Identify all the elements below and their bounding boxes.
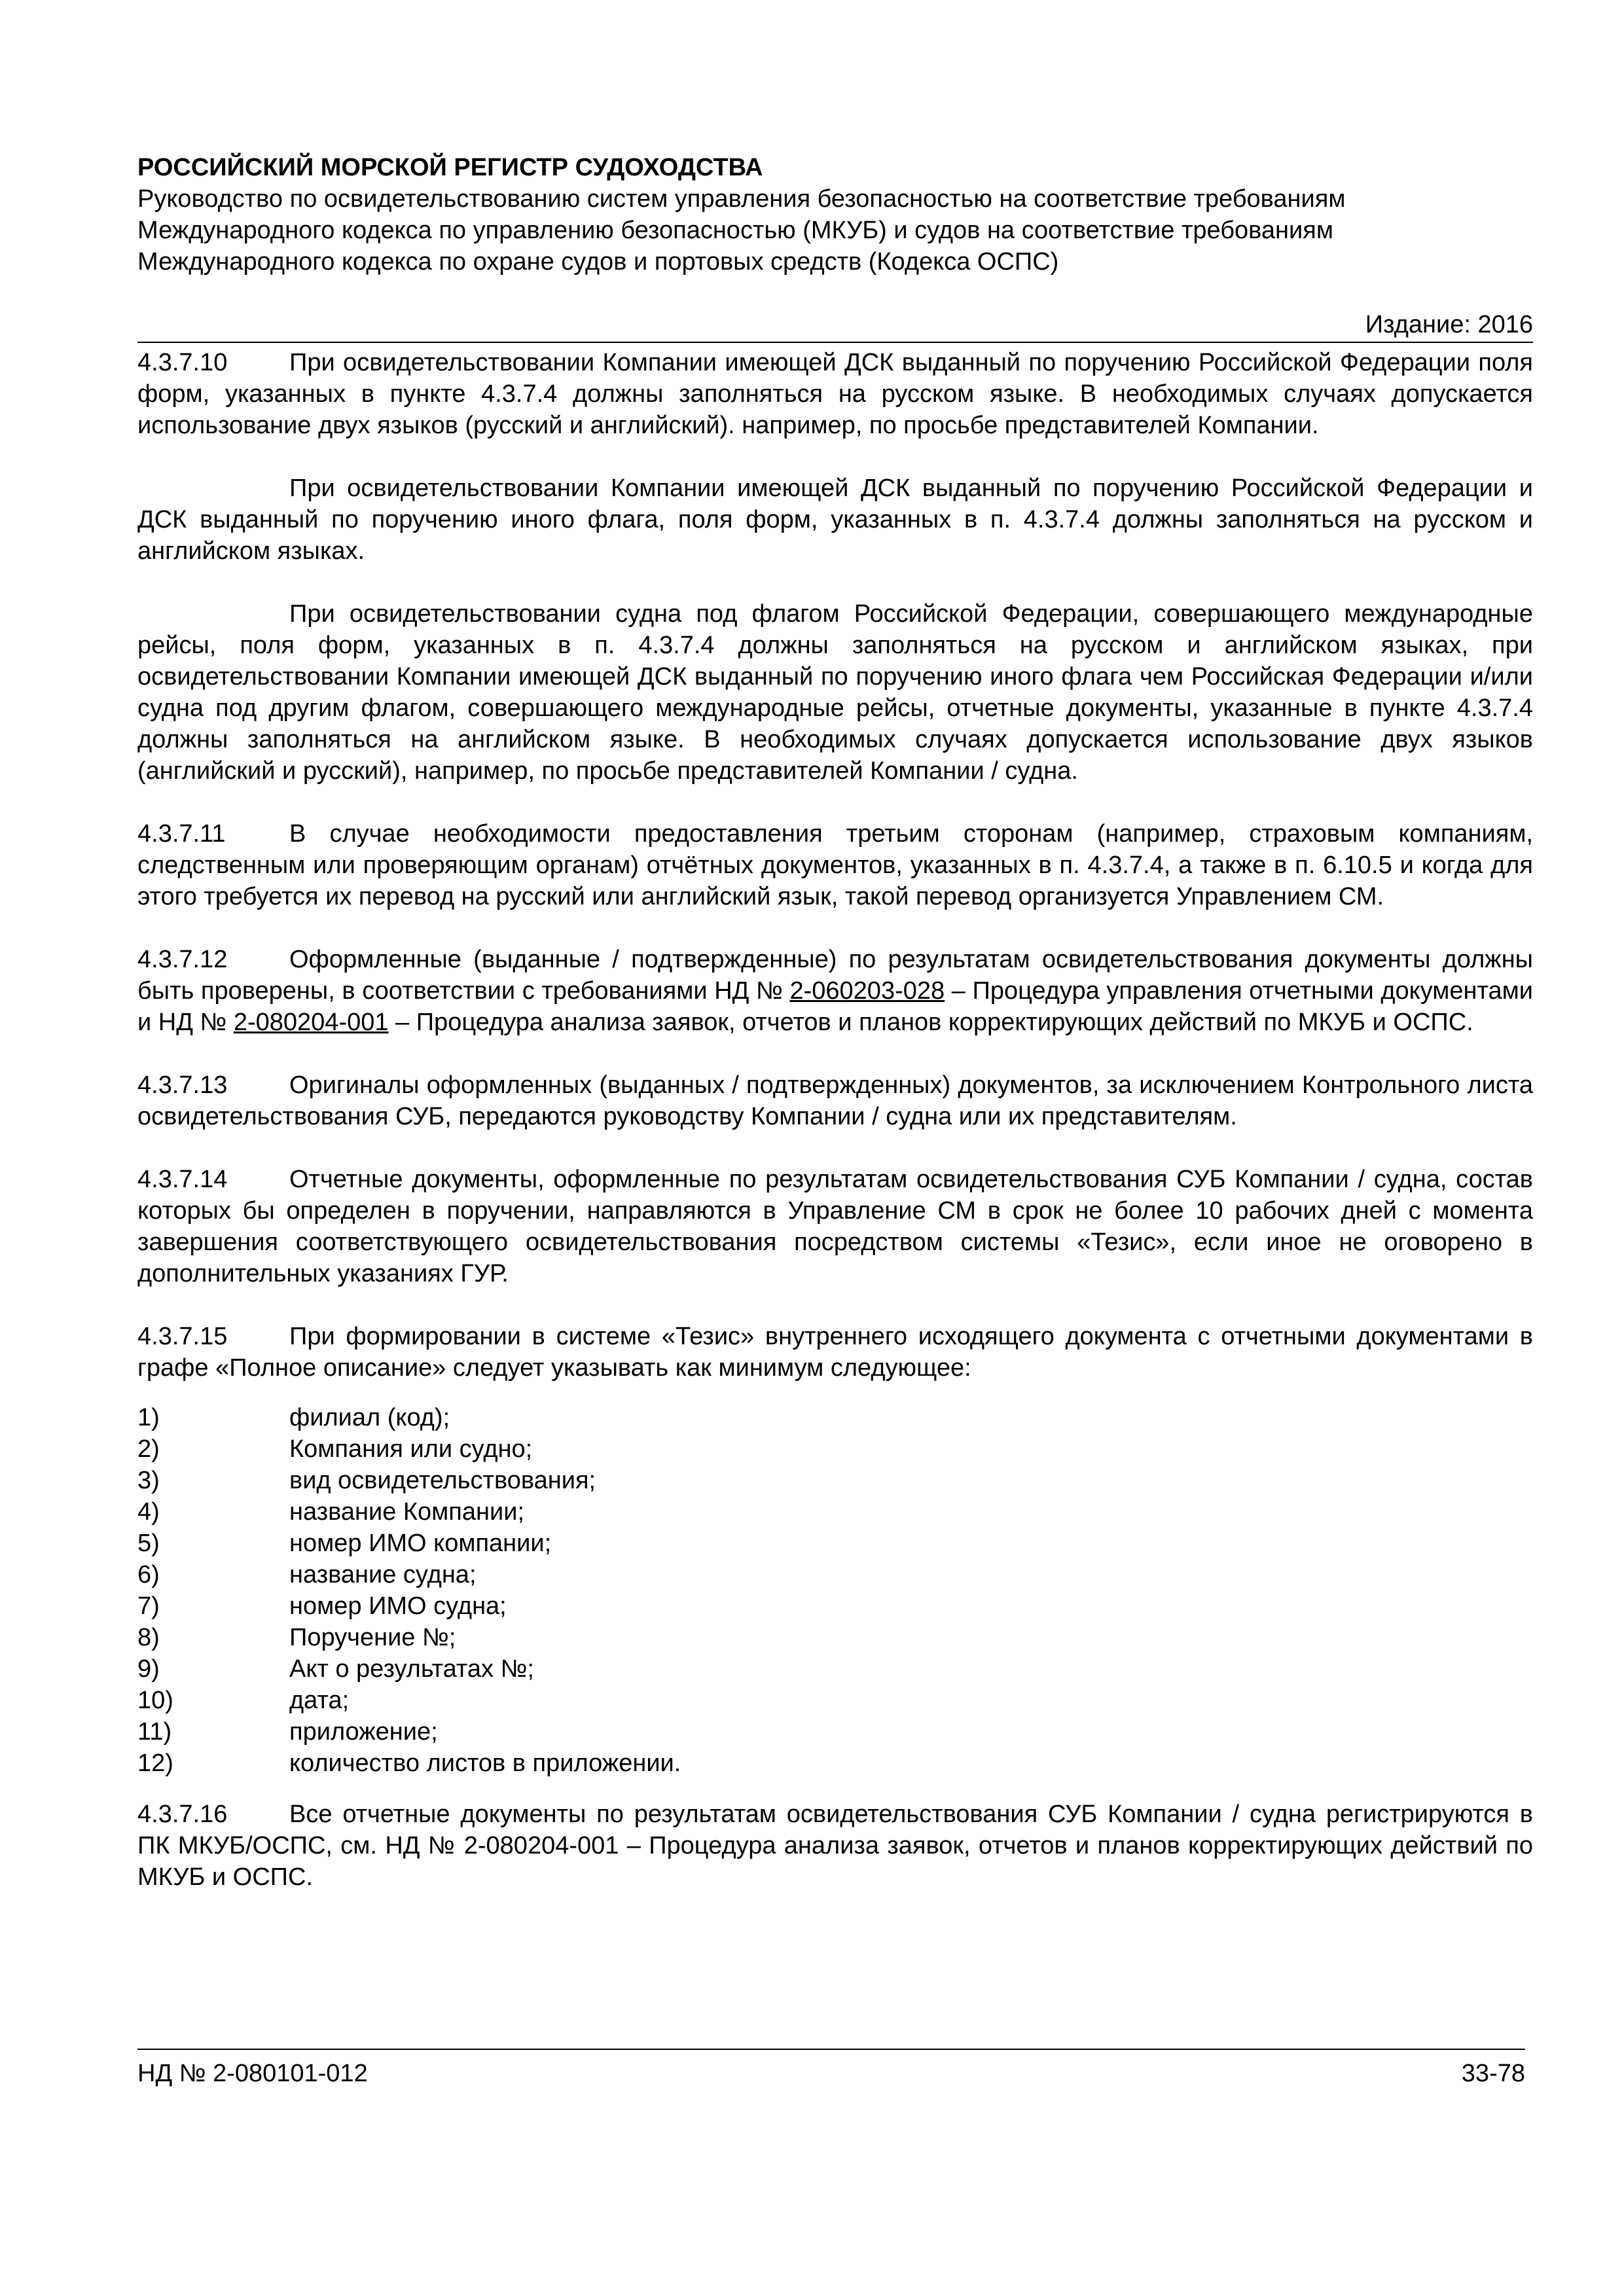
list-item [137,1465,1533,1496]
list-item-text: дата; [289,1687,350,1714]
list-item-text: Компания или судно; [289,1435,533,1463]
section-4-3-7-15 [137,1321,1533,1384]
section-text: При освидетельствовании Компании имеющей ДСК выданный по поручению Российской Федерации поля форм, указанных в пункте 4.3.7.4 должны заполняться на русском языке. В необходимых случаях допускается использование двух языков (русский и английский). например, по просьбе представителей Компании. [137,349,1533,439]
list-item [137,1433,1533,1465]
list-item-number: 6) [137,1561,160,1588]
list-item-text: номер ИМО судна; [289,1592,507,1620]
section-text: – Процедура анализа заявок, отчетов и планов корректирующих действий по МКУБ и ОСПС. [388,1009,1473,1036]
section-4-3-7-16 [137,1799,1533,1893]
header-divider [137,342,1533,343]
section-4-3-7-12 [137,944,1533,1038]
list-item-number: 11) [137,1718,172,1746]
page-number: 33-78 [1461,2060,1525,2087]
section-4-3-7-13 [137,1069,1533,1132]
organization-title: РОССИЙСКИЙ МОРСКОЙ РЕГИСТР СУДОХОДСТВА [137,154,763,181]
list-item-text: приложение; [289,1718,438,1746]
section-4-3-7-10 [137,347,1533,441]
footer-divider [137,2049,1525,2050]
list-item-number: 8) [137,1624,160,1651]
list-item-number: 2) [137,1435,160,1463]
section-text: – Процедура управления отчетными документами и НД № [137,977,1533,1036]
list-item-text: номер ИМО компании; [289,1530,552,1557]
edition-label: Издание: 2016 [1365,311,1533,338]
doc-link-2-060203-028[interactable]: 2-060203-028 [789,977,945,1005]
list-item [137,1653,1533,1685]
document-number: НД № 2-080101-012 [137,2060,368,2087]
list-item-number: 1) [137,1404,160,1431]
list-item-text: Акт о результатах №; [289,1655,534,1683]
section-text: Оригиналы оформленных (выданных / подтвержденных) документов, за исключением Контрольного листа освидетельствования СУБ, передаются руководству Компании / судна или их представителям. [137,1071,1533,1130]
section-number: 4.3.7.10 [137,349,228,376]
list-item [137,1716,1533,1748]
list-item [137,1590,1533,1622]
section-number: 4.3.7.12 [137,946,228,973]
list-item [137,1559,1533,1590]
section-number: 4.3.7.16 [137,1801,228,1828]
section-4-3-7-11 [137,818,1533,912]
document-page [137,152,1533,1924]
list-item-text: название Компании; [289,1498,525,1526]
list-item [137,1748,1533,1779]
list-item-text: количество листов в приложении. [289,1749,681,1777]
list-item-number: 4) [137,1498,160,1526]
section-number: 4.3.7.11 [137,820,226,848]
section-number: 4.3.7.14 [137,1166,228,1193]
list-item-number: 3) [137,1467,160,1494]
list-item-number: 9) [137,1655,160,1683]
section-text: В случае необходимости предоставления третьим сторонам (например, страховым компаниям, следственным или проверяющим органам) отчётных документов, указанных в п. 4.3.7.4, а также в п. 6.10.5 и когда для этого требуется их перевод на русский или английский язык, такой перевод организуется Управлением СМ. [137,820,1533,910]
document-subtitle: Руководство по освидетельствованию систем управления безопасностью на соответствие требованиям Международного кодекса по управлению безопасностью (МКУБ) и судов на соответствие требованиям Международного кодекса по охране судов и портовых средств (Кодекса ОСПС) [137,185,1346,276]
section-text: При формировании в системе «Тезис» внутреннего исходящего документа с отчетными документами в графе «Полное описание» следует указывать как минимум следующее: [137,1323,1533,1382]
list-item [137,1402,1533,1433]
section-4-3-7-10-para-2: При освидетельствовании Компании имеющей ДСК выданный по поручению Российской Федерации и ДСК выданный по поручению иного флага, поля форм, указанных в п. 4.3.7.4 должны заполняться на русском и английском языках. [137,475,1533,565]
list-item-number: 10) [137,1687,173,1714]
list-item-number: 7) [137,1592,160,1620]
section-number: 4.3.7.15 [137,1323,228,1350]
list-item-text: название судна; [289,1561,477,1588]
section-4-3-7-14 [137,1164,1533,1289]
section-text: Все отчетные документы по результатам освидетельствования СУБ Компании / судна регистрируются в ПК МКУБ/ОСПС, см. НД № 2-080204-001 – Процедура анализа заявок, отчетов и планов корректирующих действий по МКУБ и ОСПС. [137,1801,1533,1891]
description-fields-list [137,1402,1533,1779]
list-item [137,1496,1533,1528]
list-item-text: Поручение №; [289,1624,456,1651]
list-item-number: 12) [137,1749,173,1777]
section-4-3-7-10-para-3: При освидетельствовании судна под флагом Российской Федерации, совершающего международные рейсы, поля форм, указанных в п. 4.3.7.4 должны заполняться на русском и английском языках, при освидетельствовании Компании имеющей ДСК выданный по поручению иного флага чем Российская Федерации и/или судна под другим флагом, совершающего международные рейсы, отчетные документы, указанные в пункте 4.3.7.4 должны заполняться на английском языке. В необходимых случаях допускается использование двух языков (английский и русский), например, по просьбе представителей Компании / судна. [137,600,1533,785]
list-item-text: филиал (код); [289,1404,450,1431]
doc-link-2-080204-001[interactable]: 2-080204-001 [233,1009,389,1036]
section-text: Оформленные (выданные / подтвержденные) по результатам освидетельствования документы должны быть проверены, в соответствии с требованиями НД № [137,946,1533,1005]
document-body [137,347,1533,1893]
list-item [137,1685,1533,1716]
footer-row [137,2058,1525,2089]
section-number: 4.3.7.13 [137,1071,228,1099]
page-footer [137,2049,1525,2089]
list-item [137,1622,1533,1653]
list-item [137,1528,1533,1559]
list-item-number: 5) [137,1530,160,1557]
list-item-text: вид освидетельствования; [289,1467,596,1494]
section-text: Отчетные документы, оформленные по результатам освидетельствования СУБ Компании / судна, состав которых бы определен в поручении, направляются в Управление СМ в срок не более 10 рабочих дней с момента завершения соответствующего освидетельствования посредством системы «Тезис», если иное не оговорено в дополнительных указаниях ГУР. [137,1166,1533,1287]
